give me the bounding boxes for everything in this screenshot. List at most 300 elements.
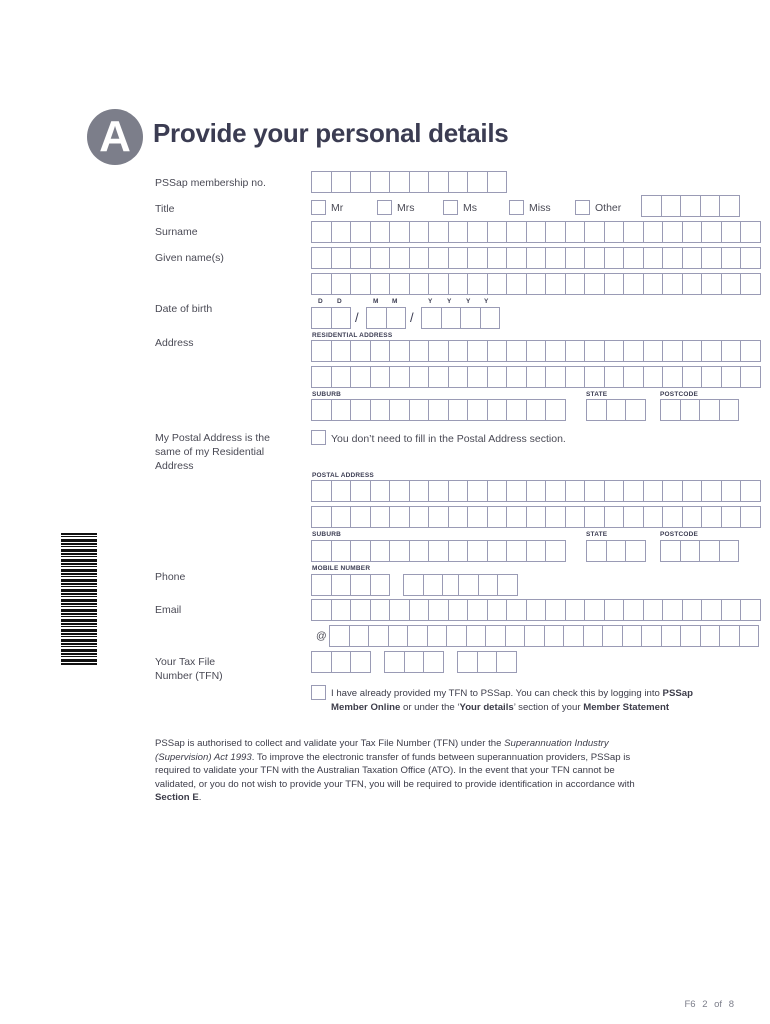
character-box[interactable] xyxy=(643,340,664,362)
character-box[interactable] xyxy=(623,247,644,269)
character-box[interactable] xyxy=(701,247,722,269)
character-box[interactable] xyxy=(487,399,508,421)
character-box[interactable] xyxy=(662,506,683,528)
character-box[interactable] xyxy=(506,221,527,243)
character-box[interactable] xyxy=(602,625,623,647)
character-box[interactable] xyxy=(643,480,664,502)
character-box[interactable] xyxy=(467,599,488,621)
character-box[interactable] xyxy=(625,399,646,421)
character-box[interactable] xyxy=(409,221,430,243)
character-box[interactable] xyxy=(467,480,488,502)
character-box[interactable] xyxy=(311,273,332,295)
character-box[interactable] xyxy=(428,340,449,362)
character-box[interactable] xyxy=(545,340,566,362)
character-box[interactable] xyxy=(409,399,430,421)
character-box[interactable] xyxy=(584,506,605,528)
character-box[interactable] xyxy=(545,366,566,388)
character-box[interactable] xyxy=(563,625,584,647)
postal-state-input[interactable] xyxy=(586,540,645,562)
character-box[interactable] xyxy=(350,599,371,621)
character-box[interactable] xyxy=(427,625,448,647)
tfn-provided-checkbox[interactable] xyxy=(311,685,326,700)
character-box[interactable] xyxy=(682,221,703,243)
character-box[interactable] xyxy=(428,221,449,243)
character-box[interactable] xyxy=(409,247,430,269)
character-box[interactable] xyxy=(370,599,391,621)
character-box[interactable] xyxy=(526,366,547,388)
character-box[interactable] xyxy=(448,399,469,421)
character-box[interactable] xyxy=(370,366,391,388)
character-box[interactable] xyxy=(487,247,508,269)
character-box[interactable] xyxy=(331,399,352,421)
character-box[interactable] xyxy=(584,480,605,502)
character-box[interactable] xyxy=(680,540,701,562)
character-box[interactable] xyxy=(526,340,547,362)
character-box[interactable] xyxy=(544,625,565,647)
character-box[interactable] xyxy=(545,540,566,562)
character-box[interactable] xyxy=(680,399,701,421)
character-box[interactable] xyxy=(682,480,703,502)
dob-day-input[interactable] xyxy=(311,307,350,329)
character-box[interactable] xyxy=(389,340,410,362)
surname-input[interactable] xyxy=(311,221,760,243)
character-box[interactable] xyxy=(740,480,761,502)
character-box[interactable] xyxy=(388,625,409,647)
character-box[interactable] xyxy=(604,506,625,528)
character-box[interactable] xyxy=(506,599,527,621)
character-box[interactable] xyxy=(740,506,761,528)
character-box[interactable] xyxy=(606,399,627,421)
character-box[interactable] xyxy=(701,340,722,362)
character-box[interactable] xyxy=(389,599,410,621)
character-box[interactable] xyxy=(604,366,625,388)
character-box[interactable] xyxy=(623,273,644,295)
character-box[interactable] xyxy=(739,625,760,647)
character-box[interactable] xyxy=(643,247,664,269)
character-box[interactable] xyxy=(370,540,391,562)
character-box[interactable] xyxy=(428,273,449,295)
character-box[interactable] xyxy=(409,599,430,621)
character-box[interactable] xyxy=(721,340,742,362)
character-box[interactable] xyxy=(487,366,508,388)
character-box[interactable] xyxy=(448,171,469,193)
character-box[interactable] xyxy=(311,340,332,362)
character-box[interactable] xyxy=(446,625,467,647)
character-box[interactable] xyxy=(701,480,722,502)
phone-input-1[interactable] xyxy=(311,574,389,596)
character-box[interactable] xyxy=(740,273,761,295)
residential-address-input-2[interactable] xyxy=(311,366,760,388)
character-box[interactable] xyxy=(409,366,430,388)
dob-month-input[interactable] xyxy=(366,307,405,329)
character-box[interactable] xyxy=(623,599,644,621)
character-box[interactable] xyxy=(545,247,566,269)
character-box[interactable] xyxy=(428,366,449,388)
character-box[interactable] xyxy=(389,221,410,243)
postal-postcode-input[interactable] xyxy=(660,540,738,562)
tfn-input-3[interactable] xyxy=(457,651,516,673)
character-box[interactable] xyxy=(311,480,332,502)
character-box[interactable] xyxy=(487,599,508,621)
character-box[interactable] xyxy=(311,574,332,596)
email-input-1[interactable] xyxy=(311,599,760,621)
character-box[interactable] xyxy=(701,221,722,243)
character-box[interactable] xyxy=(331,599,352,621)
character-box[interactable] xyxy=(350,651,371,673)
character-box[interactable] xyxy=(604,247,625,269)
character-box[interactable] xyxy=(331,540,352,562)
character-box[interactable] xyxy=(721,366,742,388)
character-box[interactable] xyxy=(311,540,332,562)
character-box[interactable] xyxy=(565,599,586,621)
character-box[interactable] xyxy=(311,599,332,621)
character-box[interactable] xyxy=(641,625,662,647)
title-other-checkbox[interactable] xyxy=(575,200,590,215)
character-box[interactable] xyxy=(480,307,501,329)
character-box[interactable] xyxy=(467,340,488,362)
character-box[interactable] xyxy=(487,340,508,362)
character-box[interactable] xyxy=(584,247,605,269)
character-box[interactable] xyxy=(409,506,430,528)
character-box[interactable] xyxy=(389,480,410,502)
character-box[interactable] xyxy=(428,540,449,562)
title-other-input[interactable] xyxy=(641,195,739,217)
given-name-input-1[interactable] xyxy=(311,247,760,269)
character-box[interactable] xyxy=(428,506,449,528)
title-mrs-checkbox[interactable] xyxy=(377,200,392,215)
character-box[interactable] xyxy=(350,366,371,388)
character-box[interactable] xyxy=(329,625,350,647)
character-box[interactable] xyxy=(545,399,566,421)
character-box[interactable] xyxy=(719,540,740,562)
residential-suburb-input[interactable] xyxy=(311,399,565,421)
character-box[interactable] xyxy=(368,625,389,647)
character-box[interactable] xyxy=(496,651,517,673)
character-box[interactable] xyxy=(740,221,761,243)
character-box[interactable] xyxy=(526,221,547,243)
character-box[interactable] xyxy=(584,366,605,388)
character-box[interactable] xyxy=(487,540,508,562)
character-box[interactable] xyxy=(584,340,605,362)
character-box[interactable] xyxy=(448,340,469,362)
character-box[interactable] xyxy=(350,273,371,295)
character-box[interactable] xyxy=(350,540,371,562)
character-box[interactable] xyxy=(721,599,742,621)
character-box[interactable] xyxy=(506,506,527,528)
character-box[interactable] xyxy=(331,221,352,243)
character-box[interactable] xyxy=(506,399,527,421)
character-box[interactable] xyxy=(448,599,469,621)
character-box[interactable] xyxy=(477,651,498,673)
character-box[interactable] xyxy=(487,480,508,502)
character-box[interactable] xyxy=(606,540,627,562)
character-box[interactable] xyxy=(524,625,545,647)
character-box[interactable] xyxy=(441,307,462,329)
character-box[interactable] xyxy=(386,307,407,329)
character-box[interactable] xyxy=(467,399,488,421)
residential-address-input-1[interactable] xyxy=(311,340,760,362)
character-box[interactable] xyxy=(565,340,586,362)
character-box[interactable] xyxy=(584,599,605,621)
character-box[interactable] xyxy=(622,625,643,647)
character-box[interactable] xyxy=(680,625,701,647)
character-box[interactable] xyxy=(682,247,703,269)
character-box[interactable] xyxy=(661,625,682,647)
character-box[interactable] xyxy=(366,307,387,329)
character-box[interactable] xyxy=(311,221,332,243)
character-box[interactable] xyxy=(467,171,488,193)
character-box[interactable] xyxy=(487,221,508,243)
character-box[interactable] xyxy=(721,480,742,502)
character-box[interactable] xyxy=(457,651,478,673)
character-box[interactable] xyxy=(409,540,430,562)
character-box[interactable] xyxy=(545,221,566,243)
character-box[interactable] xyxy=(604,273,625,295)
character-box[interactable] xyxy=(428,399,449,421)
character-box[interactable] xyxy=(700,625,721,647)
character-box[interactable] xyxy=(487,506,508,528)
character-box[interactable] xyxy=(350,399,371,421)
character-box[interactable] xyxy=(409,480,430,502)
residential-state-input[interactable] xyxy=(586,399,645,421)
character-box[interactable] xyxy=(331,340,352,362)
character-box[interactable] xyxy=(661,195,682,217)
character-box[interactable] xyxy=(721,506,742,528)
email-input-2[interactable] xyxy=(329,625,758,647)
character-box[interactable] xyxy=(428,171,449,193)
character-box[interactable] xyxy=(409,340,430,362)
postal-suburb-input[interactable] xyxy=(311,540,565,562)
character-box[interactable] xyxy=(409,171,430,193)
residential-postcode-input[interactable] xyxy=(660,399,738,421)
character-box[interactable] xyxy=(721,247,742,269)
character-box[interactable] xyxy=(350,221,371,243)
character-box[interactable] xyxy=(311,247,332,269)
character-box[interactable] xyxy=(448,247,469,269)
postal-same-checkbox[interactable] xyxy=(311,430,326,445)
character-box[interactable] xyxy=(460,307,481,329)
title-ms-checkbox[interactable] xyxy=(443,200,458,215)
character-box[interactable] xyxy=(565,366,586,388)
character-box[interactable] xyxy=(350,340,371,362)
character-box[interactable] xyxy=(719,625,740,647)
character-box[interactable] xyxy=(584,221,605,243)
character-box[interactable] xyxy=(740,340,761,362)
character-box[interactable] xyxy=(407,625,428,647)
character-box[interactable] xyxy=(370,247,391,269)
given-name-input-2[interactable] xyxy=(311,273,760,295)
character-box[interactable] xyxy=(623,221,644,243)
character-box[interactable] xyxy=(643,599,664,621)
character-box[interactable] xyxy=(466,625,487,647)
character-box[interactable] xyxy=(389,399,410,421)
character-box[interactable] xyxy=(662,480,683,502)
character-box[interactable] xyxy=(448,221,469,243)
character-box[interactable] xyxy=(584,273,605,295)
character-box[interactable] xyxy=(423,574,444,596)
character-box[interactable] xyxy=(662,340,683,362)
character-box[interactable] xyxy=(623,366,644,388)
title-mr-checkbox[interactable] xyxy=(311,200,326,215)
character-box[interactable] xyxy=(506,540,527,562)
character-box[interactable] xyxy=(506,366,527,388)
character-box[interactable] xyxy=(389,273,410,295)
character-box[interactable] xyxy=(478,574,499,596)
character-box[interactable] xyxy=(428,247,449,269)
character-box[interactable] xyxy=(565,480,586,502)
character-box[interactable] xyxy=(370,221,391,243)
dob-year-input[interactable] xyxy=(421,307,499,329)
character-box[interactable] xyxy=(680,195,701,217)
character-box[interactable] xyxy=(699,540,720,562)
character-box[interactable] xyxy=(565,506,586,528)
character-box[interactable] xyxy=(721,273,742,295)
character-box[interactable] xyxy=(350,247,371,269)
character-box[interactable] xyxy=(428,599,449,621)
character-box[interactable] xyxy=(370,480,391,502)
character-box[interactable] xyxy=(604,340,625,362)
character-box[interactable] xyxy=(403,574,424,596)
character-box[interactable] xyxy=(643,273,664,295)
character-box[interactable] xyxy=(721,221,742,243)
character-box[interactable] xyxy=(389,171,410,193)
character-box[interactable] xyxy=(701,599,722,621)
character-box[interactable] xyxy=(404,651,425,673)
character-box[interactable] xyxy=(700,195,721,217)
character-box[interactable] xyxy=(487,273,508,295)
character-box[interactable] xyxy=(506,480,527,502)
character-box[interactable] xyxy=(389,366,410,388)
character-box[interactable] xyxy=(448,273,469,295)
character-box[interactable] xyxy=(467,221,488,243)
title-miss-checkbox[interactable] xyxy=(509,200,524,215)
character-box[interactable] xyxy=(506,273,527,295)
character-box[interactable] xyxy=(311,506,332,528)
character-box[interactable] xyxy=(526,273,547,295)
character-box[interactable] xyxy=(662,599,683,621)
character-box[interactable] xyxy=(311,366,332,388)
character-box[interactable] xyxy=(565,247,586,269)
character-box[interactable] xyxy=(331,651,352,673)
character-box[interactable] xyxy=(370,340,391,362)
character-box[interactable] xyxy=(331,574,352,596)
character-box[interactable] xyxy=(660,540,681,562)
character-box[interactable] xyxy=(662,221,683,243)
character-box[interactable] xyxy=(331,247,352,269)
character-box[interactable] xyxy=(604,221,625,243)
character-box[interactable] xyxy=(506,247,527,269)
character-box[interactable] xyxy=(467,506,488,528)
character-box[interactable] xyxy=(583,625,604,647)
character-box[interactable] xyxy=(389,247,410,269)
character-box[interactable] xyxy=(448,540,469,562)
character-box[interactable] xyxy=(506,340,527,362)
character-box[interactable] xyxy=(526,540,547,562)
character-box[interactable] xyxy=(448,480,469,502)
character-box[interactable] xyxy=(565,273,586,295)
character-box[interactable] xyxy=(331,307,352,329)
postal-address-input-1[interactable] xyxy=(311,480,760,502)
character-box[interactable] xyxy=(311,399,332,421)
character-box[interactable] xyxy=(699,399,720,421)
character-box[interactable] xyxy=(526,247,547,269)
character-box[interactable] xyxy=(467,540,488,562)
character-box[interactable] xyxy=(350,574,371,596)
character-box[interactable] xyxy=(545,273,566,295)
character-box[interactable] xyxy=(311,307,332,329)
character-box[interactable] xyxy=(350,480,371,502)
character-box[interactable] xyxy=(565,221,586,243)
character-box[interactable] xyxy=(623,340,644,362)
character-box[interactable] xyxy=(641,195,662,217)
character-box[interactable] xyxy=(545,599,566,621)
character-box[interactable] xyxy=(467,366,488,388)
character-box[interactable] xyxy=(458,574,479,596)
phone-input-3[interactable] xyxy=(458,574,517,596)
character-box[interactable] xyxy=(409,273,430,295)
character-box[interactable] xyxy=(701,366,722,388)
character-box[interactable] xyxy=(682,340,703,362)
character-box[interactable] xyxy=(467,247,488,269)
character-box[interactable] xyxy=(349,625,370,647)
character-box[interactable] xyxy=(389,506,410,528)
character-box[interactable] xyxy=(448,366,469,388)
character-box[interactable] xyxy=(682,599,703,621)
tfn-input-2[interactable] xyxy=(384,651,443,673)
character-box[interactable] xyxy=(505,625,526,647)
character-box[interactable] xyxy=(421,307,442,329)
character-box[interactable] xyxy=(370,273,391,295)
character-box[interactable] xyxy=(643,221,664,243)
character-box[interactable] xyxy=(662,247,683,269)
character-box[interactable] xyxy=(526,399,547,421)
character-box[interactable] xyxy=(331,480,352,502)
character-box[interactable] xyxy=(311,171,332,193)
character-box[interactable] xyxy=(448,506,469,528)
character-box[interactable] xyxy=(545,506,566,528)
membership-input[interactable] xyxy=(311,171,506,193)
character-box[interactable] xyxy=(545,480,566,502)
character-box[interactable] xyxy=(331,366,352,388)
character-box[interactable] xyxy=(740,366,761,388)
character-box[interactable] xyxy=(662,366,683,388)
character-box[interactable] xyxy=(331,506,352,528)
character-box[interactable] xyxy=(623,506,644,528)
character-box[interactable] xyxy=(740,247,761,269)
character-box[interactable] xyxy=(682,366,703,388)
character-box[interactable] xyxy=(623,480,644,502)
character-box[interactable] xyxy=(389,540,410,562)
character-box[interactable] xyxy=(350,171,371,193)
character-box[interactable] xyxy=(682,273,703,295)
character-box[interactable] xyxy=(625,540,646,562)
character-box[interactable] xyxy=(526,599,547,621)
character-box[interactable] xyxy=(586,399,607,421)
character-box[interactable] xyxy=(311,651,332,673)
character-box[interactable] xyxy=(604,480,625,502)
character-box[interactable] xyxy=(370,506,391,528)
character-box[interactable] xyxy=(384,651,405,673)
character-box[interactable] xyxy=(660,399,681,421)
character-box[interactable] xyxy=(467,273,488,295)
character-box[interactable] xyxy=(423,651,444,673)
character-box[interactable] xyxy=(586,540,607,562)
character-box[interactable] xyxy=(701,506,722,528)
character-box[interactable] xyxy=(331,273,352,295)
character-box[interactable] xyxy=(428,480,449,502)
character-box[interactable] xyxy=(370,399,391,421)
character-box[interactable] xyxy=(701,273,722,295)
